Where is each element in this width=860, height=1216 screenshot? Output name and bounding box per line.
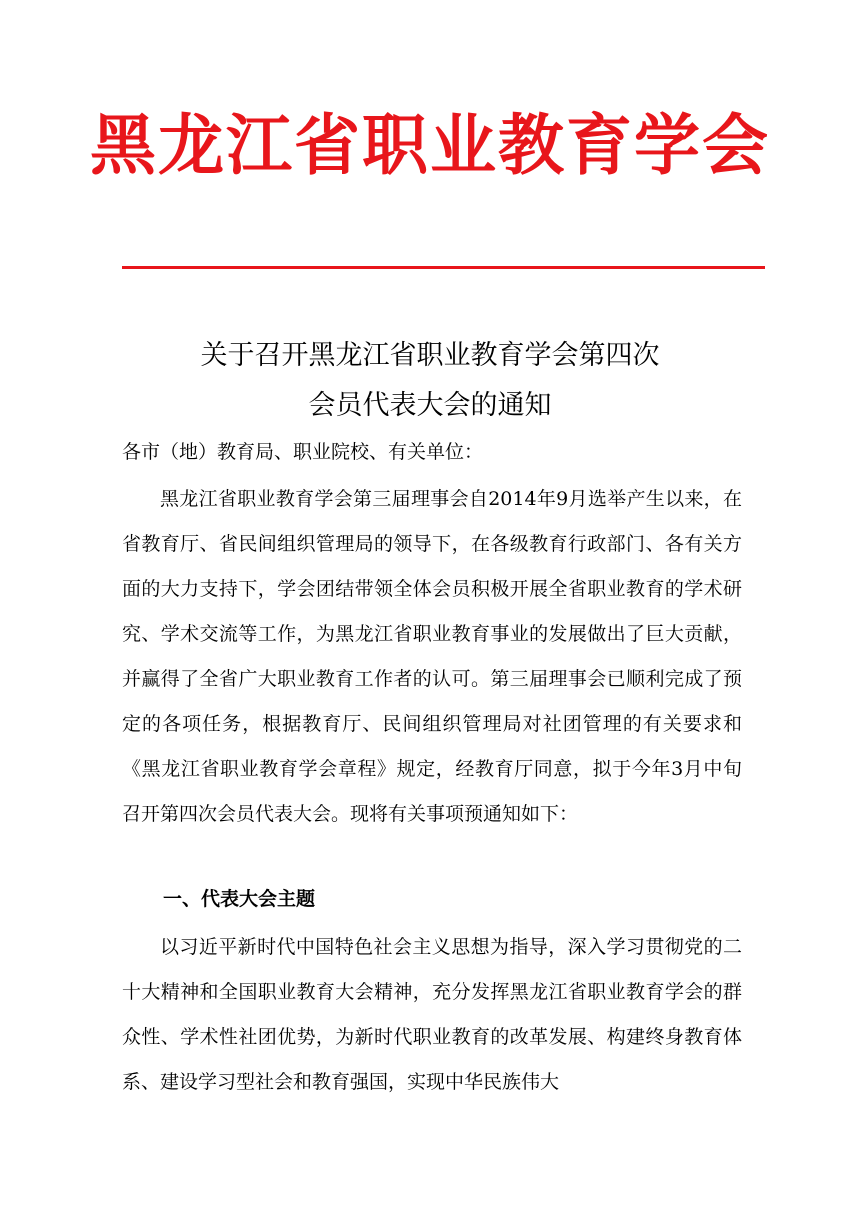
section-1-heading: 一、代表大会主题 [163, 888, 316, 910]
masthead-red-divider [122, 266, 765, 269]
masthead-org-name: 黑龙江省职业教育学会 [90, 106, 770, 184]
notice-title-line-2: 会员代表大会的通知 [308, 390, 552, 421]
body-paragraph-2: 以习近平新时代中国特色社会主义思想为指导，深入学习贯彻党的二十大精神和全国职业教育大会精神，充分发挥黑龙江省职业教育学会的群众性、学术性社团优势，为新时代职业教育的改革发展、构建终身教育体系、建设学习型社会和教育强国，实现中华民族伟大 [122, 936, 742, 1093]
body-paragraph-1: 黑龙江省职业教育学会第三届理事会自2014年9月选举产生以来，在省教育厅、省民间组织管理局的领导下，在各级教育行政部门、各有关方面的大力支持下，学会团结带领全体会员积极开展全省职业教育的学术研究、学术交流等工作，为黑龙江省职业教育事业的发展做出了巨大贡献，并赢得了全省广大职业教育工作者的认可。第三届理事会已顺利完成了预定的各项任务，根据教育厅、民间组织管理局对社团管理的有关要求和《黑龙江省职业教育学会章程》规定，经教育厅同意，拟于今年3月中旬召开第四次会员代表大会。现将有关事项预通知如下： [122, 488, 742, 825]
salutation: 各市（地）教育局、职业院校、有关单位： [122, 441, 484, 463]
notice-title-line-1: 关于召开黑龙江省职业教育学会第四次 [200, 340, 660, 371]
